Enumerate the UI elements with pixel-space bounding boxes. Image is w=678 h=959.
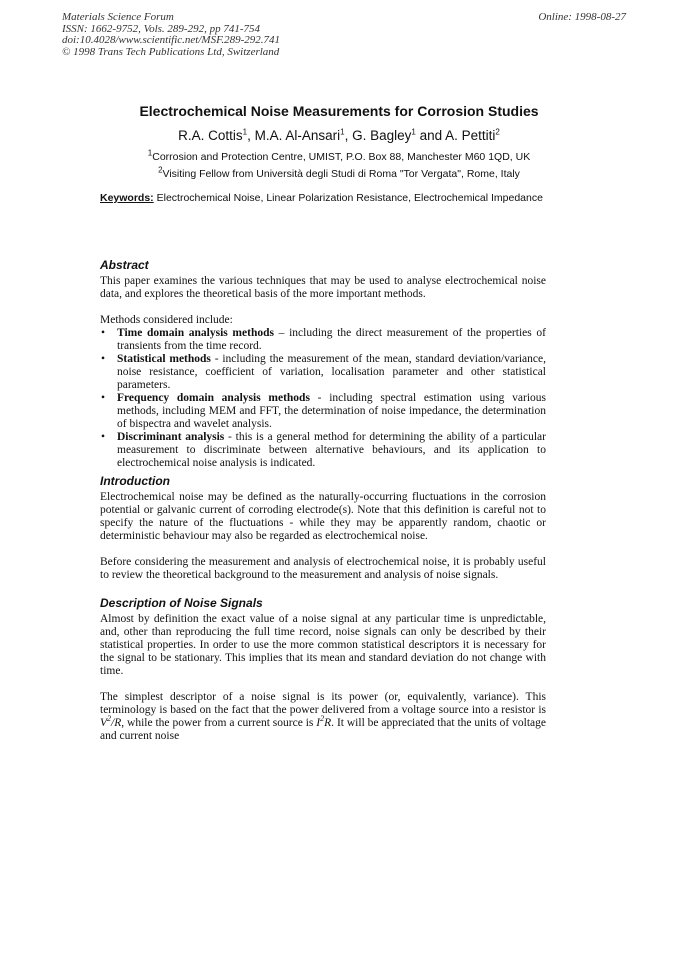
bullet-icon: • [101, 327, 106, 339]
description-heading: Description of Noise Signals [100, 596, 263, 610]
method-term: Statistical methods [117, 353, 211, 365]
author-list [0, 128, 678, 143]
doi-link[interactable]: doi:10.4028/www.scientific.net/MSF.289-292.741 [62, 34, 281, 46]
description-paragraph: Almost by definition the exact value of a noise signal at any particular time is unpredictable, and, other than reproducing the full time record, noise signals can only be described by their statistical properties. In order to use the more common statistical descriptors it is necessary for the signal to be stationary. This implies that its mean and standard deviation do not change with time. [100, 613, 546, 677]
author-separator: and [415, 128, 446, 143]
method-description: - including the measurement of the mean, standard deviation/variance, noise resistance, coefficient of variation, localisation parameter and other statistical parameters. [117, 353, 546, 391]
formula-symbol: V [100, 717, 108, 729]
formula-rest: /R [111, 717, 122, 729]
list-item [100, 431, 546, 470]
author-separator: , [344, 128, 353, 143]
list-item [100, 392, 546, 431]
text-run: . It will be appreciated that the units of voltage and current noise [100, 717, 546, 742]
bullet-icon: • [101, 353, 106, 365]
journal-name: Materials Science Forum [62, 11, 174, 23]
introduction-paragraph: Before considering the measurement and analysis of electrochemical noise, it is probably useful to review the theoretical background to the measurement and analysis of noise signals. [100, 556, 546, 581]
journal-header [62, 12, 280, 58]
author-affiliation-marker: 1 [340, 127, 345, 137]
method-description: – including the direct measurement of the properties of transients from the time record. [117, 327, 546, 352]
abstract-body [100, 275, 546, 470]
affiliation-text: Corrosion and Protection Centre, UMIST, P.O. Box 88, Manchester M60 1QD, UK [152, 151, 531, 163]
method-term: Discriminant analysis [117, 431, 225, 443]
text-run: The simplest descriptor of a noise signal is its power (or, equivalently, variance). This terminology is based on the fact that the power delivered from a voltage source into a resistor is [100, 691, 546, 716]
affiliation-1 [0, 148, 678, 163]
affiliation-marker: 2 [158, 165, 163, 175]
author-affiliation-marker: 1 [242, 127, 248, 137]
formula-current [316, 714, 332, 729]
text-run: , while the power from a current source is [121, 717, 317, 729]
method-term: Time domain analysis methods [117, 327, 274, 339]
abstract-paragraph: This paper examines the various techniques that may be used to analyse electrochemical noise data, and explores the theoretical basis of the more important methods. [100, 275, 546, 300]
bullet-icon: • [101, 392, 106, 404]
formula-rest: R [324, 717, 332, 729]
methods-intro: Methods considered include: [100, 314, 233, 326]
list-item [100, 353, 546, 392]
paper-title: Electrochemical Noise Measurements for Corrosion Studies [139, 103, 539, 119]
online-date: Online: 1998-08-27 [538, 11, 626, 23]
author-affiliation-marker: 1 [411, 127, 416, 137]
author-name: A. Pettiti [445, 128, 496, 143]
author-name: R.A. Cottis [178, 128, 243, 143]
method-description: - this is a general method for determining the ability of a particular measurement to discriminate between alternative behaviours, and its application to electrochemical noise analysis is indicated. [117, 431, 546, 469]
list-item [100, 327, 546, 353]
introduction-body [100, 491, 546, 582]
bullet-icon: • [101, 431, 106, 443]
introduction-paragraph: Electrochemical noise may be defined as the naturally-occurring fluctuations in the corrosion potential or galvanic current of corroding electrode(s). Note that this definition is careful not to specify the nature of the fluctuations - while they may be apparently random, chaotic or deterministic behaviour may also be regarded as electrochemical noise. [100, 491, 546, 542]
formula-symbol: I [316, 717, 321, 729]
author-separator: , [247, 128, 255, 143]
formula-voltage [100, 714, 122, 729]
affiliation-marker: 1 [147, 148, 153, 158]
method-description: - including spectral estimation using various methods, including MEM and FFT, the determination of noise impedance, the determination of bispectra and wavelet analysis. [117, 392, 546, 430]
keywords-label: Keywords: [100, 192, 154, 204]
description-body [100, 613, 546, 743]
abstract-heading: Abstract [100, 258, 149, 272]
method-term: Frequency domain analysis methods [117, 392, 310, 404]
formula-exponent: 2 [107, 714, 112, 724]
author-name: G. Bagley [352, 128, 412, 143]
copyright-line: © 1998 Trans Tech Publications Ltd, Switzerland [62, 45, 280, 58]
formula-exponent: 2 [320, 714, 325, 724]
affiliation-text: Visiting Fellow from Università degli Studi di Roma "Tor Vergata", Rome, Italy [162, 168, 520, 180]
description-paragraph [100, 691, 546, 743]
issn-line: ISSN: 1662-9752, Vols. 289-292, pp 741-754 [62, 22, 260, 35]
methods-list [100, 327, 546, 470]
author-affiliation-marker: 2 [495, 127, 500, 137]
affiliation-2 [0, 165, 678, 180]
keywords-line [100, 192, 550, 204]
keywords-text: Electrochemical Noise, Linear Polarization Resistance, Electrochemical Impedance [156, 192, 543, 204]
introduction-heading: Introduction [100, 474, 170, 488]
author-name: M.A. Al-Ansari [254, 128, 341, 143]
